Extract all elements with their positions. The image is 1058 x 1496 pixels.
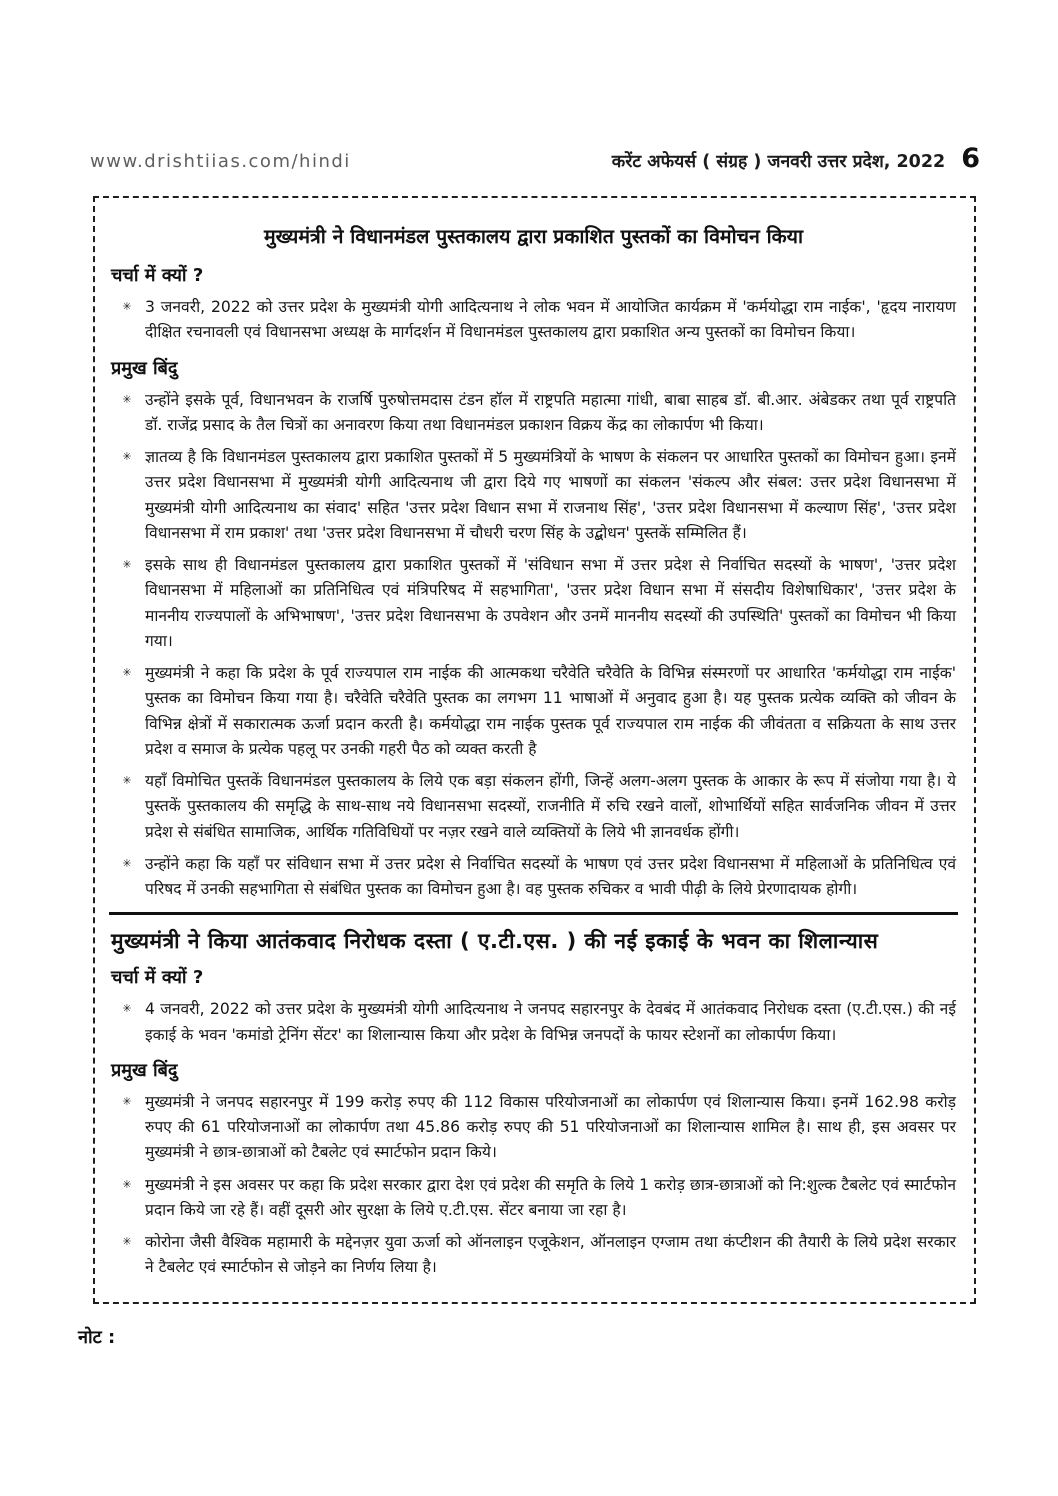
bullet-text: यहाँ विमोचित पुस्तकें विधानमंडल पुस्तकालय के लिये एक बड़ा संकलन होंगी, जिन्हें अलग-अलग पुस्तक के आकार के रूप में संजोया गया है। ये पुस्तकें पुस्तकालय की समृद्धि के साथ-साथ नये विधानसभा सदस्यों, राजनीति में रुचि रखने वालों, शोभार्थियों सहित सार्वजनिक जीवन में उत्तर प्रदेश से संबंधित सामाजिक, आर्थिक गतिविधियों पर नज़र रखने वाले व्यक्तियों के लिये भी ज्ञानवर्धक होंगी।: [145, 772, 956, 841]
bullet-item: [109, 852, 958, 903]
article-1-why-heading: चर्चा में क्यों ?: [111, 265, 204, 286]
bullet-marker-icon: ✳: [122, 450, 132, 463]
edition-title: करेंट अफेयर्स ( संग्रह ) जनवरी उत्तर प्रदेश, 2022: [611, 152, 946, 172]
bullet-text: कोरोना जैसी वैश्विक महामारी के मद्देनज़र युवा ऊर्जा को ऑनलाइन एजूकेशन, ऑनलाइन एग्जाम तथा कंप्टीशन की तैयारी के लिये प्रदेश सरकार ने टैबलेट एवं स्मार्टफोन से जोड़ने का निर्णय लिया है।: [145, 1233, 956, 1277]
header-right: [612, 143, 980, 174]
content-box: [93, 196, 976, 1304]
bullet-item: [109, 661, 958, 762]
bullet-item: [109, 553, 958, 654]
bullet-marker-icon: ✳: [122, 1002, 132, 1016]
bullet-text: 4 जनवरी, 2022 को उत्तर प्रदेश के मुख्यमंत्री योगी आदित्यनाथ ने जनपद सहारनपुर के देवबंद में आतंकवाद निरोधक दस्ता (ए.टी.एस.) की नई इकाई के भवन 'कमांडो ट्रेनिंग सेंटर' का शिलान्यास किया और प्रदेश के विभिन्न जनपदों के फायर स्टेशनों का लोकार्पण किया।: [145, 1000, 956, 1044]
bullet-text: मुख्यमंत्री ने इस अवसर पर कहा कि प्रदेश सरकार द्वारा देश एवं प्रदेश की समृति के लिये 1 करोड़ छात्र-छात्राओं को नि:शुल्क टैबलेट एवं स्मार्टफोन प्रदान किये जा रहे हैं। वहीं दूसरी ओर सुरक्षा के लिये ए.टी.एस. सेंटर बनाया जा रहा है।: [145, 1175, 956, 1219]
bullet-item: [109, 1173, 958, 1224]
article-2-why-heading: चर्चा में क्यों ?: [111, 967, 204, 989]
bullet-text: ज्ञातव्य है कि विधानमंडल पुस्तकालय द्वारा प्रकाशित पुस्तकों में 5 मुख्यमंत्रियों के भाषण के संकलन पर आधारित पुस्तकों का विमोचन हुआ। इनमें उत्तर प्रदेश विधानसभा में मुख्यमंत्री योगी आदित्यनाथ जी द्वारा दिये गए भाषणों का संकलन 'संकल्प और संबल: उत्तर प्रदेश विधानसभा में मुख्यमंत्री योगी आदित्यनाथ का संवाद' सहित 'उत्तर प्रदेश विधान सभा में राजनाथ सिंह', 'उत्तर प्रदेश विधानसभा में कल्याण सिंह', 'उत्तर प्रदेश विधानसभा में राम प्रकाश' तथा 'उत्तर प्रदेश विधानसभा में चौधरी चरण सिंह के उद्बोधन' पुस्तकें सम्मिलित हैं।: [145, 448, 956, 542]
bullet-text: उन्होंने इसके पूर्व, विधानभवन के राजर्षि पुरुषोत्तमदास टंडन हॉल में राष्ट्रपति महात्मा गांधी, बाबा साहब डॉ. बी.आर. अंबेडकर तथा पूर्व राष्ट्रपति डॉ. राजेंद्र प्रसाद के तैल चित्रों का अनावरण किया तथा विधानमंडल प्रकाशन विक्रय केंद्र का लोकार्पण भी किया।: [145, 390, 956, 434]
note-label: नोट :: [78, 1327, 116, 1348]
article-1-title: मुख्यमंत्री ने विधानमंडल पुस्तकालय द्वारा प्रकाशित पुस्तकों का विमोचन किया: [263, 225, 804, 248]
article-1-key-heading: प्रमुख बिंदु: [111, 357, 178, 379]
bullet-marker-icon: ✳: [122, 856, 132, 870]
bullet-item: [109, 388, 958, 439]
bullet-marker-icon: ✳: [122, 392, 132, 406]
bullet-item: [109, 445, 958, 546]
bullet-item: [109, 295, 958, 346]
site-url: www.drishtiias.com/hindi: [90, 151, 351, 172]
bullet-text: उन्होंने कहा कि यहाँ पर संविधान सभा में उत्तर प्रदेश से निर्वाचित सदस्यों के भाषण एवं उत्तर प्रदेश विधानसभा में महिलाओं के प्रतिनिधित्व एवं परिषद में उनकी सहभागिता से संबंधित पुस्तक का विमोचन हुआ है। वह पुस्तक रुचिकर व भावी पीढ़ी के लिये प्रेरणादायक होगी।: [145, 854, 956, 898]
article-2-key-heading: प्रमुख बिंदु: [111, 1059, 178, 1081]
article-2-title: मुख्यमंत्री ने किया आतंकवाद निरोधक दस्ता ( ए.टी.एस. ) की नई इकाई के भवन का शिलान्यास: [111, 929, 879, 954]
bullet-text: मुख्यमंत्री ने जनपद सहारनपुर में 199 करोड़ रुपए की 112 विकास परियोजनाओं का लोकार्पण एवं शिलान्यास किया। इनमें 162.98 करोड़ रुपए की 61 परियोजनाओं का लोकार्पण तथा 45.86 करोड़ रुपए की 51 परियोजनाओं का शिलान्यास शामिल है। साथ ही, इस अवसर पर मुख्यमंत्री ने छात्र-छात्राओं को टैबलेट एवं स्मार्टफोन प्रदान किये।: [145, 1092, 956, 1162]
bullet-marker-icon: ✳: [122, 1235, 132, 1248]
article-1: [109, 222, 958, 902]
bullet-marker-icon: ✳: [122, 774, 132, 787]
bullet-item: [109, 1090, 958, 1166]
bullet-marker-icon: ✳: [122, 666, 132, 679]
page-number: 6: [961, 143, 980, 174]
bullet-item: [109, 769, 958, 845]
bullet-marker-icon: ✳: [122, 558, 132, 571]
bullet-text: इसके साथ ही विधानमंडल पुस्तकालय द्वारा प्रकाशित पुस्तकों में 'संविधान सभा में उत्तर प्रदेश से निर्वाचित सदस्यों के भाषण', 'उत्तर प्रदेश विधानसभा में महिलाओं का प्रतिनिधित्व एवं मंत्रिपरिषद में सहभागिता', 'उत्तर प्रदेश विधान सभा में संसदीय विशेषाधिकार', 'उत्तर प्रदेश के माननीय राज्यपालों के अभिभाषण', 'उत्तर प्रदेश विधानसभा के उपवेशन और उनमें माननीय सदस्यों की उपस्थिति' पुस्तकों का विमोचन भी किया गया।: [145, 556, 956, 650]
bullet-text: मुख्यमंत्री ने कहा कि प्रदेश के पूर्व राज्यपाल राम नाईक की आत्मकथा चरैवेति चरैवेति के विभिन्न संस्मरणों पर आधारित 'कर्मयोद्धा राम नाईक' पुस्तक का विमोचन किया गया है। चरैवेति चरैवेति पुस्तक का लगभग 11 भाषाओं में अनुवाद हुआ है। यह पुस्तक प्रत्येक व्यक्ति को जीवन के विभिन्न क्षेत्रों में सकारात्मक ऊर्जा प्रदान करती है। कर्मयोद्धा राम नाईक पुस्तक पूर्व राज्यपाल राम नाईक की जीवंतता व सक्रियता के साथ उत्तर प्रदेश व समाज के प्रत्येक पहलू पर उनकी गहरी पैठ को व्यक्त करती है: [145, 664, 956, 758]
page-header: [90, 143, 980, 174]
bullet-marker-icon: ✳: [122, 1177, 132, 1191]
article-separator: [109, 912, 958, 915]
article-2: [109, 927, 958, 1280]
bullet-marker-icon: ✳: [122, 1094, 132, 1108]
bullet-marker-icon: ✳: [122, 300, 132, 313]
bullet-item: [109, 1230, 958, 1281]
bullet-text: 3 जनवरी, 2022 को उत्तर प्रदेश के मुख्यमंत्री योगी आदित्यनाथ ने लोक भवन में आयोजित कार्यक्रम में 'कर्मयोद्धा राम नाईक', 'हृदय नारायण दीक्षित रचनावली एवं विधानसभा अध्यक्ष के मार्गदर्शन में विधानमंडल पुस्तकालय द्वारा प्रकाशित अन्य पुस्तकों का विमोचन किया।: [145, 298, 956, 342]
bullet-item: [109, 997, 958, 1048]
